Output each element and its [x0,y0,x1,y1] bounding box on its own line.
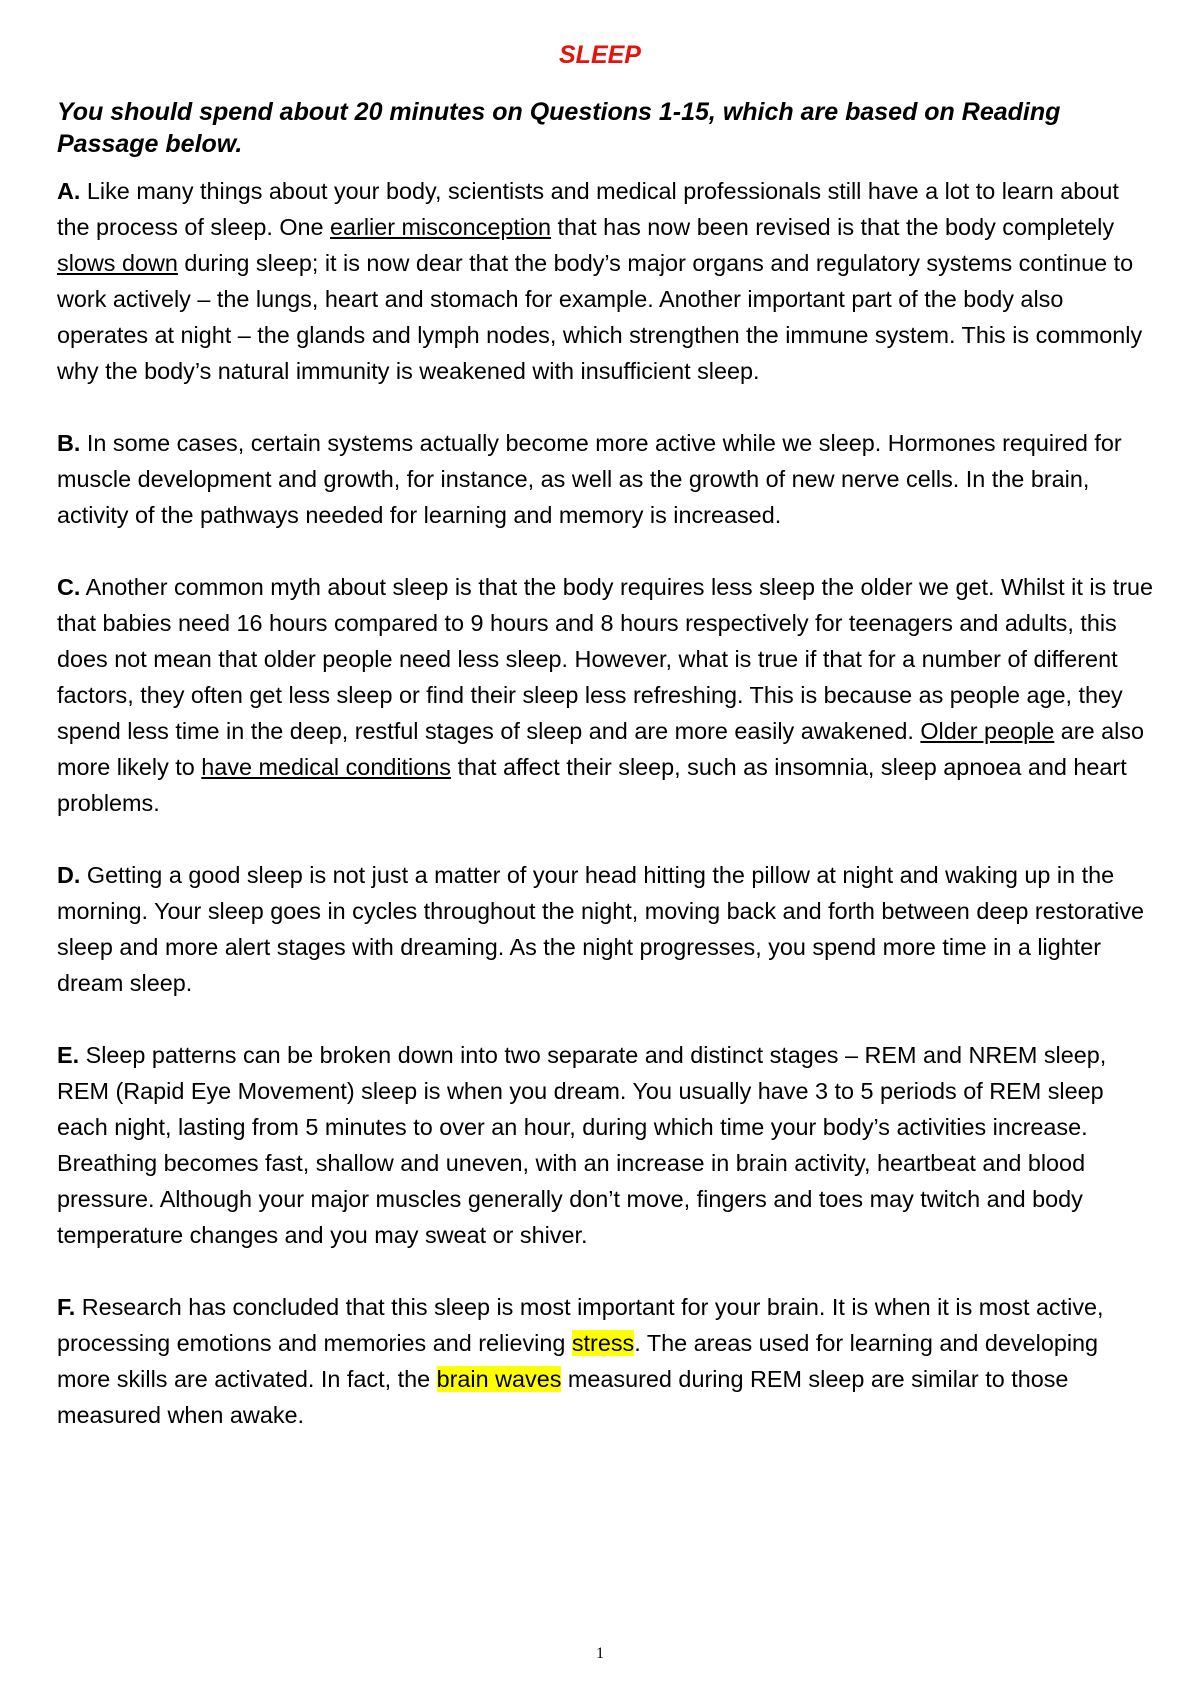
paragraph-label: B. [57,430,81,456]
paragraph-text: that has now been revised is that the body completely [551,214,1115,240]
paragraph-text: Sleep patterns can be broken down into two separate and distinct stages – REM and NREM sleep, REM (Rapid Eye Movement) sleep is when you dream. You usually have 3 to 5 periods of REM sleep each night, lasting from 5 minutes to over an hour, during which time your body’s activities increase. Breathing becomes fast, shallow and uneven, with an increase in brain activity, heartbeat and blood pressure. Although your major muscles generally don’t move, fingers and toes may twitch and body temperature changes and you may sweat or shiver. [57,1042,1107,1248]
paragraph-label: C. [57,574,81,600]
underlined-phrase: slows down [57,250,178,276]
paragraph-text: during sleep; it is now dear that the body’s major organs and regulatory systems continue to work actively – the lungs, heart and stomach for example. Another important part of the body also operates at night – the glands and lymph nodes, which strengthen the immune system. This is commonly why the body’s natural immunity is weakened with insufficient sleep. [57,250,1143,384]
page-number: 1 [596,1645,604,1662]
paragraph-c [57,569,1157,821]
paragraph-b [57,425,1157,533]
underlined-phrase: have medical conditions [201,754,451,780]
document-title: SLEEP [559,41,641,69]
paragraph-f [57,1289,1157,1433]
paragraph-text: are also more likely to [57,718,1145,780]
paragraph-d [57,857,1157,1001]
reading-passage [57,173,1157,1469]
paragraph-e [57,1037,1157,1253]
paragraph-text: Getting a good sleep is not just a matter of your head hitting the pillow at night and waking up in the morning. Your sleep goes in cycles throughout the night, moving back and forth between deep restorative sleep and more alert stages with dreaming. As the night progresses, you spend more time in a lighter dream sleep. [57,862,1145,996]
highlighted-phrase: stress [571,1330,635,1356]
paragraph-text: measured during REM sleep are similar to those measured when awake. [57,1366,1069,1428]
paragraph-text: that affect their sleep, such as insomnia, sleep apnoea and heart problems. [57,754,1127,816]
reading-instructions: You should spend about 20 minutes on Questions 1-15, which are based on Reading Passage below. [57,98,1061,158]
paragraph-a [57,173,1157,389]
highlighted-phrase: brain waves [436,1366,562,1392]
paragraph-text: Like many things about your body, scientists and medical professionals still have a lot to learn about the process of sleep. One [57,178,1119,240]
paragraph-label: E. [57,1042,80,1068]
underlined-phrase: Older people [920,718,1055,744]
paragraph-text: . The areas used for learning and developing more skills are activated. In fact, the [57,1330,1099,1392]
paragraph-text: Another common myth about sleep is that the body requires less sleep the older we get. Whilst it is true that babies need 16 hours compared to 9 hours and 8 hours respectively for teenagers and adults, this does not mean that older people need less sleep. However, what is true if that for a number of different factors, they often get less sleep or find their sleep less refreshing. This is because as people age, they spend less time in the deep, restful stages of sleep and are more easily awakened. [57,574,1154,744]
paragraph-text: In some cases, certain systems actually become more active while we sleep. Hormones required for muscle development and growth, for instance, as well as the growth of new nerve cells. In the brain, activity of the pathways needed for learning and memory is increased. [57,430,1122,528]
underlined-phrase: earlier misconception [330,214,552,240]
paragraph-label: D. [57,862,81,888]
paragraph-label: A. [57,178,81,204]
paragraph-label: F. [57,1294,76,1320]
paragraph-text: Research has concluded that this sleep is most important for your brain. It is when it is most active, processing emotions and memories and relieving [57,1294,1104,1356]
